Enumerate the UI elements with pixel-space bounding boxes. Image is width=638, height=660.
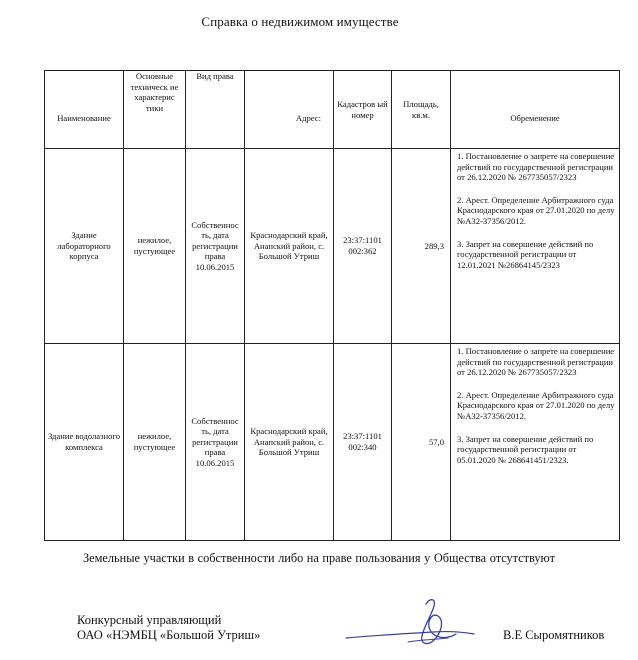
- table-row: [45, 344, 620, 541]
- encumbrance-item: 1. Постановление о запрете на совершение действий по государственной регистрации от 26.12.2020 № 267735057/2323: [457, 151, 615, 183]
- encumbrance-item: 3. Запрет на совершение действий по государственной регистрации от 12.01.2021 №26864145/2323: [457, 238, 594, 270]
- cell-area: 289,3: [392, 149, 451, 344]
- header-encumbrance: Обременение: [451, 71, 620, 149]
- cell-cadastral: 23:37:1101 002:362: [334, 149, 392, 344]
- header-address: Адрес:: [245, 71, 334, 149]
- signer-position-line1: Конкурсный управляющий: [77, 613, 222, 627]
- header-name: Наименование: [45, 71, 124, 149]
- table-header-row: [45, 71, 620, 149]
- cell-cadastral: 23:37:1101 002:340: [334, 344, 392, 541]
- cell-encumbrance: [451, 149, 620, 344]
- header-right-type: Вид права: [186, 71, 245, 149]
- cell-characteristics: нежилое, пустующее: [124, 344, 186, 541]
- cell-name: Здание лабораторного корпуса: [45, 149, 124, 344]
- signer-name: В.Е Сыромятников: [503, 628, 605, 642]
- signer-block: [77, 613, 260, 643]
- land-plots-note: Земельные участки в собственности либо на праве пользования у Общества отсутствуют: [83, 551, 555, 565]
- cell-address: Краснодарский край, Анапский район, с. Большой Утриш: [245, 149, 334, 344]
- page-title: Справка о недвижимом имуществе: [201, 14, 399, 29]
- cell-right-type: Собственнос ть, дата регистрации права 10.06.2015: [186, 344, 245, 541]
- cell-encumbrance: [451, 344, 620, 541]
- header-area: Площадь, кв.м.: [392, 71, 451, 149]
- header-characteristics: Основные техническ ие характерис тики: [124, 71, 186, 149]
- cell-characteristics: нежилое, пустующее: [124, 149, 186, 344]
- encumbrance-item: 2. Арест. Определение Арбитражного суда Краснодарского края от 27.01.2020 по делу №А32-37356/2012.: [457, 194, 615, 226]
- handwritten-signature: [338, 596, 478, 652]
- cell-name: Здание водолазного комплекса: [45, 344, 124, 541]
- encumbrance-item: 2. Арест. Определение Арбитражного суда Краснодарского края от 27.01.2020 по делу №А32-37356/2012.: [457, 389, 615, 421]
- signer-position-line2: ОАО «НЭМБЦ «Большой Утриш»: [77, 628, 261, 642]
- cell-area: 57,0: [392, 344, 451, 541]
- table-row: [45, 149, 620, 344]
- cell-right-type: Собственнос ть, дата регистрации права 10.06.2015: [186, 149, 245, 344]
- encumbrance-item: 3. Запрет на совершение действий по государственной регистрации от 05.01.2020 № 268641451/2323.: [457, 433, 594, 465]
- cell-address: Краснодарский край, Анапский район, с. Большой Утриш: [245, 344, 334, 541]
- encumbrance-item: 1. Постановление о запрете на совершение действий по государственной регистрации от 26.12.2020 № 267735057/2323: [457, 346, 615, 378]
- property-table: [44, 70, 620, 541]
- header-cadastral: Кадастров ый номер: [334, 71, 392, 149]
